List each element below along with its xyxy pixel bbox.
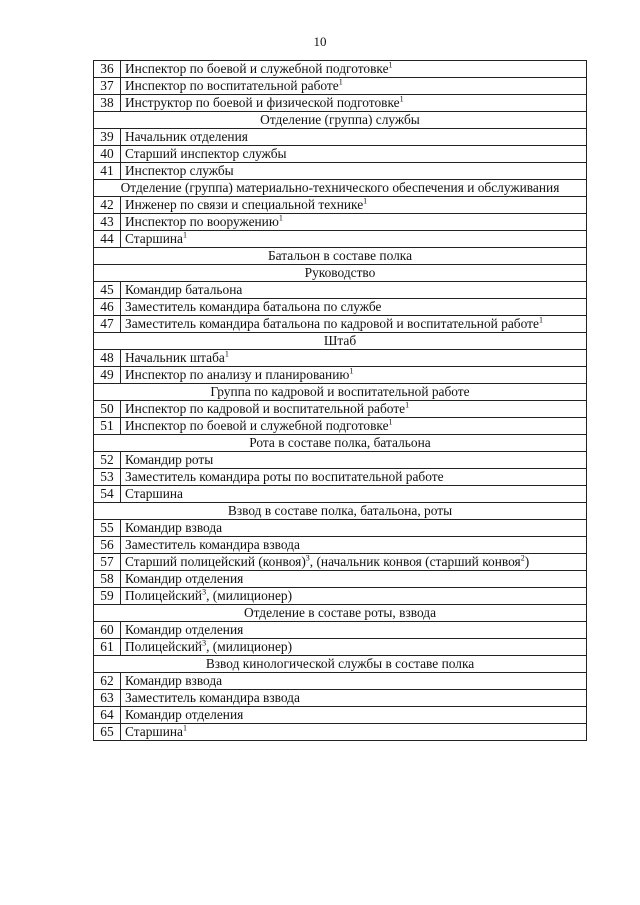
table-row bbox=[94, 418, 587, 435]
position-cell bbox=[121, 61, 587, 78]
position-cell bbox=[121, 588, 587, 605]
footnote-marker: 1 bbox=[388, 60, 393, 70]
section-row bbox=[94, 248, 587, 265]
position-title: Инспектор службы bbox=[125, 163, 234, 178]
row-number: 41 bbox=[94, 163, 121, 180]
position-title: Командир батальона bbox=[125, 282, 243, 297]
position-cell bbox=[121, 469, 587, 486]
position-title: Инспектор по вооружению bbox=[125, 214, 279, 229]
table-row bbox=[94, 452, 587, 469]
position-cell bbox=[121, 401, 587, 418]
row-number: 47 bbox=[94, 316, 121, 333]
footnote-marker: 1 bbox=[388, 417, 393, 427]
position-cell bbox=[121, 350, 587, 367]
position-cell bbox=[121, 282, 587, 299]
row-number: 49 bbox=[94, 367, 121, 384]
position-cell bbox=[121, 707, 587, 724]
position-cell bbox=[121, 129, 587, 146]
position-title: Заместитель командира батальона по кадровой и воспитательной работе bbox=[125, 316, 539, 331]
footnote-marker: 1 bbox=[278, 213, 283, 223]
position-title: Командир отделения bbox=[125, 707, 244, 722]
section-heading: Отделение (группа) службы bbox=[94, 112, 587, 129]
position-cell bbox=[121, 452, 587, 469]
footnote-marker: 1 bbox=[363, 196, 368, 206]
position-title: Командир отделения bbox=[125, 571, 244, 586]
position-title: Инспектор по кадровой и воспитательной работе bbox=[125, 401, 406, 416]
position-cell bbox=[121, 571, 587, 588]
position-cell bbox=[121, 146, 587, 163]
row-number: 61 bbox=[94, 639, 121, 656]
section-heading: Руководство bbox=[94, 265, 587, 282]
footnote-marker: 3 bbox=[305, 553, 310, 563]
position-cell bbox=[121, 622, 587, 639]
row-number: 55 bbox=[94, 520, 121, 537]
table-row bbox=[94, 197, 587, 214]
section-heading: Отделение (группа) материально-технического обеспечения и обслуживания bbox=[94, 180, 587, 197]
section-heading: Взвод в составе полка, батальона, роты bbox=[94, 503, 587, 520]
row-number: 51 bbox=[94, 418, 121, 435]
row-number: 45 bbox=[94, 282, 121, 299]
section-row bbox=[94, 605, 587, 622]
table-row bbox=[94, 469, 587, 486]
position-title: Заместитель командира роты по воспитательной работе bbox=[125, 469, 444, 484]
position-title: Инструктор по боевой и физической подготовке bbox=[125, 95, 400, 110]
footnote-marker: 3 bbox=[202, 587, 207, 597]
position-title: Инспектор по анализу и планированию bbox=[125, 367, 350, 382]
row-number: 36 bbox=[94, 61, 121, 78]
row-number: 44 bbox=[94, 231, 121, 248]
row-number: 52 bbox=[94, 452, 121, 469]
section-row bbox=[94, 384, 587, 401]
footnote-marker: 1 bbox=[183, 723, 187, 733]
position-title: , (начальник конвоя (старший конвоя bbox=[309, 554, 521, 569]
section-heading: Рота в составе полка, батальона bbox=[94, 435, 587, 452]
position-title: Заместитель командира взвода bbox=[125, 690, 300, 705]
row-number: 58 bbox=[94, 571, 121, 588]
position-cell bbox=[121, 299, 587, 316]
section-row bbox=[94, 180, 587, 197]
row-number: 48 bbox=[94, 350, 121, 367]
footnote-marker: 3 bbox=[202, 638, 207, 648]
page-number: 10 bbox=[313, 34, 327, 49]
table-row bbox=[94, 163, 587, 180]
section-row bbox=[94, 503, 587, 520]
footnote-marker: 1 bbox=[538, 315, 543, 325]
position-cell bbox=[121, 537, 587, 554]
row-number: 63 bbox=[94, 690, 121, 707]
row-number: 64 bbox=[94, 707, 121, 724]
row-number: 39 bbox=[94, 129, 121, 146]
table-row bbox=[94, 299, 587, 316]
position-title: , (милиционер) bbox=[206, 639, 293, 654]
position-cell bbox=[121, 78, 587, 95]
position-title: , (милиционер) bbox=[206, 588, 293, 603]
position-table bbox=[93, 60, 587, 741]
table-row bbox=[94, 486, 587, 503]
position-cell bbox=[121, 163, 587, 180]
position-cell bbox=[121, 214, 587, 231]
table-row bbox=[94, 690, 587, 707]
footnote-marker: 1 bbox=[224, 349, 229, 359]
row-number: 37 bbox=[94, 78, 121, 95]
table-row bbox=[94, 95, 587, 112]
section-heading: Группа по кадровой и воспитательной работе bbox=[94, 384, 587, 401]
position-title: Заместитель командира взвода bbox=[125, 537, 300, 552]
position-cell bbox=[121, 690, 587, 707]
position-title: Командир взвода bbox=[125, 673, 223, 688]
row-number: 57 bbox=[94, 554, 121, 571]
position-cell bbox=[121, 95, 587, 112]
table-row bbox=[94, 316, 587, 333]
table-row bbox=[94, 282, 587, 299]
row-number: 60 bbox=[94, 622, 121, 639]
section-row bbox=[94, 112, 587, 129]
table-row bbox=[94, 146, 587, 163]
table-row bbox=[94, 520, 587, 537]
row-number: 46 bbox=[94, 299, 121, 316]
section-row bbox=[94, 656, 587, 673]
position-cell bbox=[121, 197, 587, 214]
position-cell bbox=[121, 520, 587, 537]
section-heading: Отделение в составе роты, взвода bbox=[94, 605, 587, 622]
position-cell bbox=[121, 316, 587, 333]
table-row bbox=[94, 401, 587, 418]
section-heading: Взвод кинологической службы в составе полка bbox=[94, 656, 587, 673]
footnote-marker: 1 bbox=[399, 94, 404, 104]
table-row bbox=[94, 78, 587, 95]
position-cell bbox=[121, 724, 587, 741]
table-row bbox=[94, 724, 587, 741]
position-title: Командир роты bbox=[125, 452, 214, 467]
table-row bbox=[94, 639, 587, 656]
row-number: 50 bbox=[94, 401, 121, 418]
position-table-body bbox=[94, 61, 587, 741]
section-row bbox=[94, 435, 587, 452]
position-title: Инспектор по боевой и служебной подготовке bbox=[125, 61, 389, 76]
row-number: 42 bbox=[94, 197, 121, 214]
position-title: Начальник отделения bbox=[125, 129, 248, 144]
position-cell bbox=[121, 367, 587, 384]
position-title: Командир отделения bbox=[125, 622, 244, 637]
position-title: Старшина bbox=[125, 486, 183, 501]
section-row bbox=[94, 265, 587, 282]
footnote-marker: 1 bbox=[338, 77, 343, 87]
row-number: 65 bbox=[94, 724, 121, 741]
table-row bbox=[94, 61, 587, 78]
section-row bbox=[94, 333, 587, 350]
position-title: Инспектор по боевой и служебной подготовке bbox=[125, 418, 389, 433]
table-row bbox=[94, 231, 587, 248]
position-title: Старший инспектор службы bbox=[125, 146, 287, 161]
table-row bbox=[94, 673, 587, 690]
footnote-marker: 1 bbox=[183, 230, 187, 240]
section-heading: Штаб bbox=[94, 333, 587, 350]
row-number: 53 bbox=[94, 469, 121, 486]
table-row bbox=[94, 622, 587, 639]
position-title: Полицейский bbox=[125, 639, 203, 654]
position-title: Инженер по связи и специальной технике bbox=[125, 197, 364, 212]
position-cell bbox=[121, 554, 587, 571]
position-title: Старшина bbox=[125, 724, 183, 739]
table-row bbox=[94, 588, 587, 605]
row-number: 59 bbox=[94, 588, 121, 605]
table-row bbox=[94, 537, 587, 554]
footnote-marker: 1 bbox=[405, 400, 410, 410]
position-title: Начальник штаба bbox=[125, 350, 225, 365]
table-row bbox=[94, 571, 587, 588]
row-number: 54 bbox=[94, 486, 121, 503]
table-row bbox=[94, 554, 587, 571]
table-row bbox=[94, 350, 587, 367]
table-row bbox=[94, 214, 587, 231]
position-title: Заместитель командира батальона по службе bbox=[125, 299, 382, 314]
table-row bbox=[94, 129, 587, 146]
row-number: 62 bbox=[94, 673, 121, 690]
position-cell bbox=[121, 673, 587, 690]
position-cell bbox=[121, 639, 587, 656]
row-number: 40 bbox=[94, 146, 121, 163]
position-cell bbox=[121, 486, 587, 503]
position-title: Старший полицейский (конвоя) bbox=[125, 554, 306, 569]
position-cell bbox=[121, 231, 587, 248]
position-title: ) bbox=[524, 554, 530, 569]
row-number: 56 bbox=[94, 537, 121, 554]
table-row bbox=[94, 367, 587, 384]
position-title: Инспектор по воспитательной работе bbox=[125, 78, 339, 93]
position-title: Полицейский bbox=[125, 588, 203, 603]
footnote-marker: 1 bbox=[349, 366, 354, 376]
footnote-marker: 2 bbox=[520, 553, 525, 563]
section-heading: Батальон в составе полка bbox=[94, 248, 587, 265]
row-number: 38 bbox=[94, 95, 121, 112]
position-title: Командир взвода bbox=[125, 520, 223, 535]
position-title: Старшина bbox=[125, 231, 183, 246]
row-number: 43 bbox=[94, 214, 121, 231]
table-row bbox=[94, 707, 587, 724]
position-cell bbox=[121, 418, 587, 435]
